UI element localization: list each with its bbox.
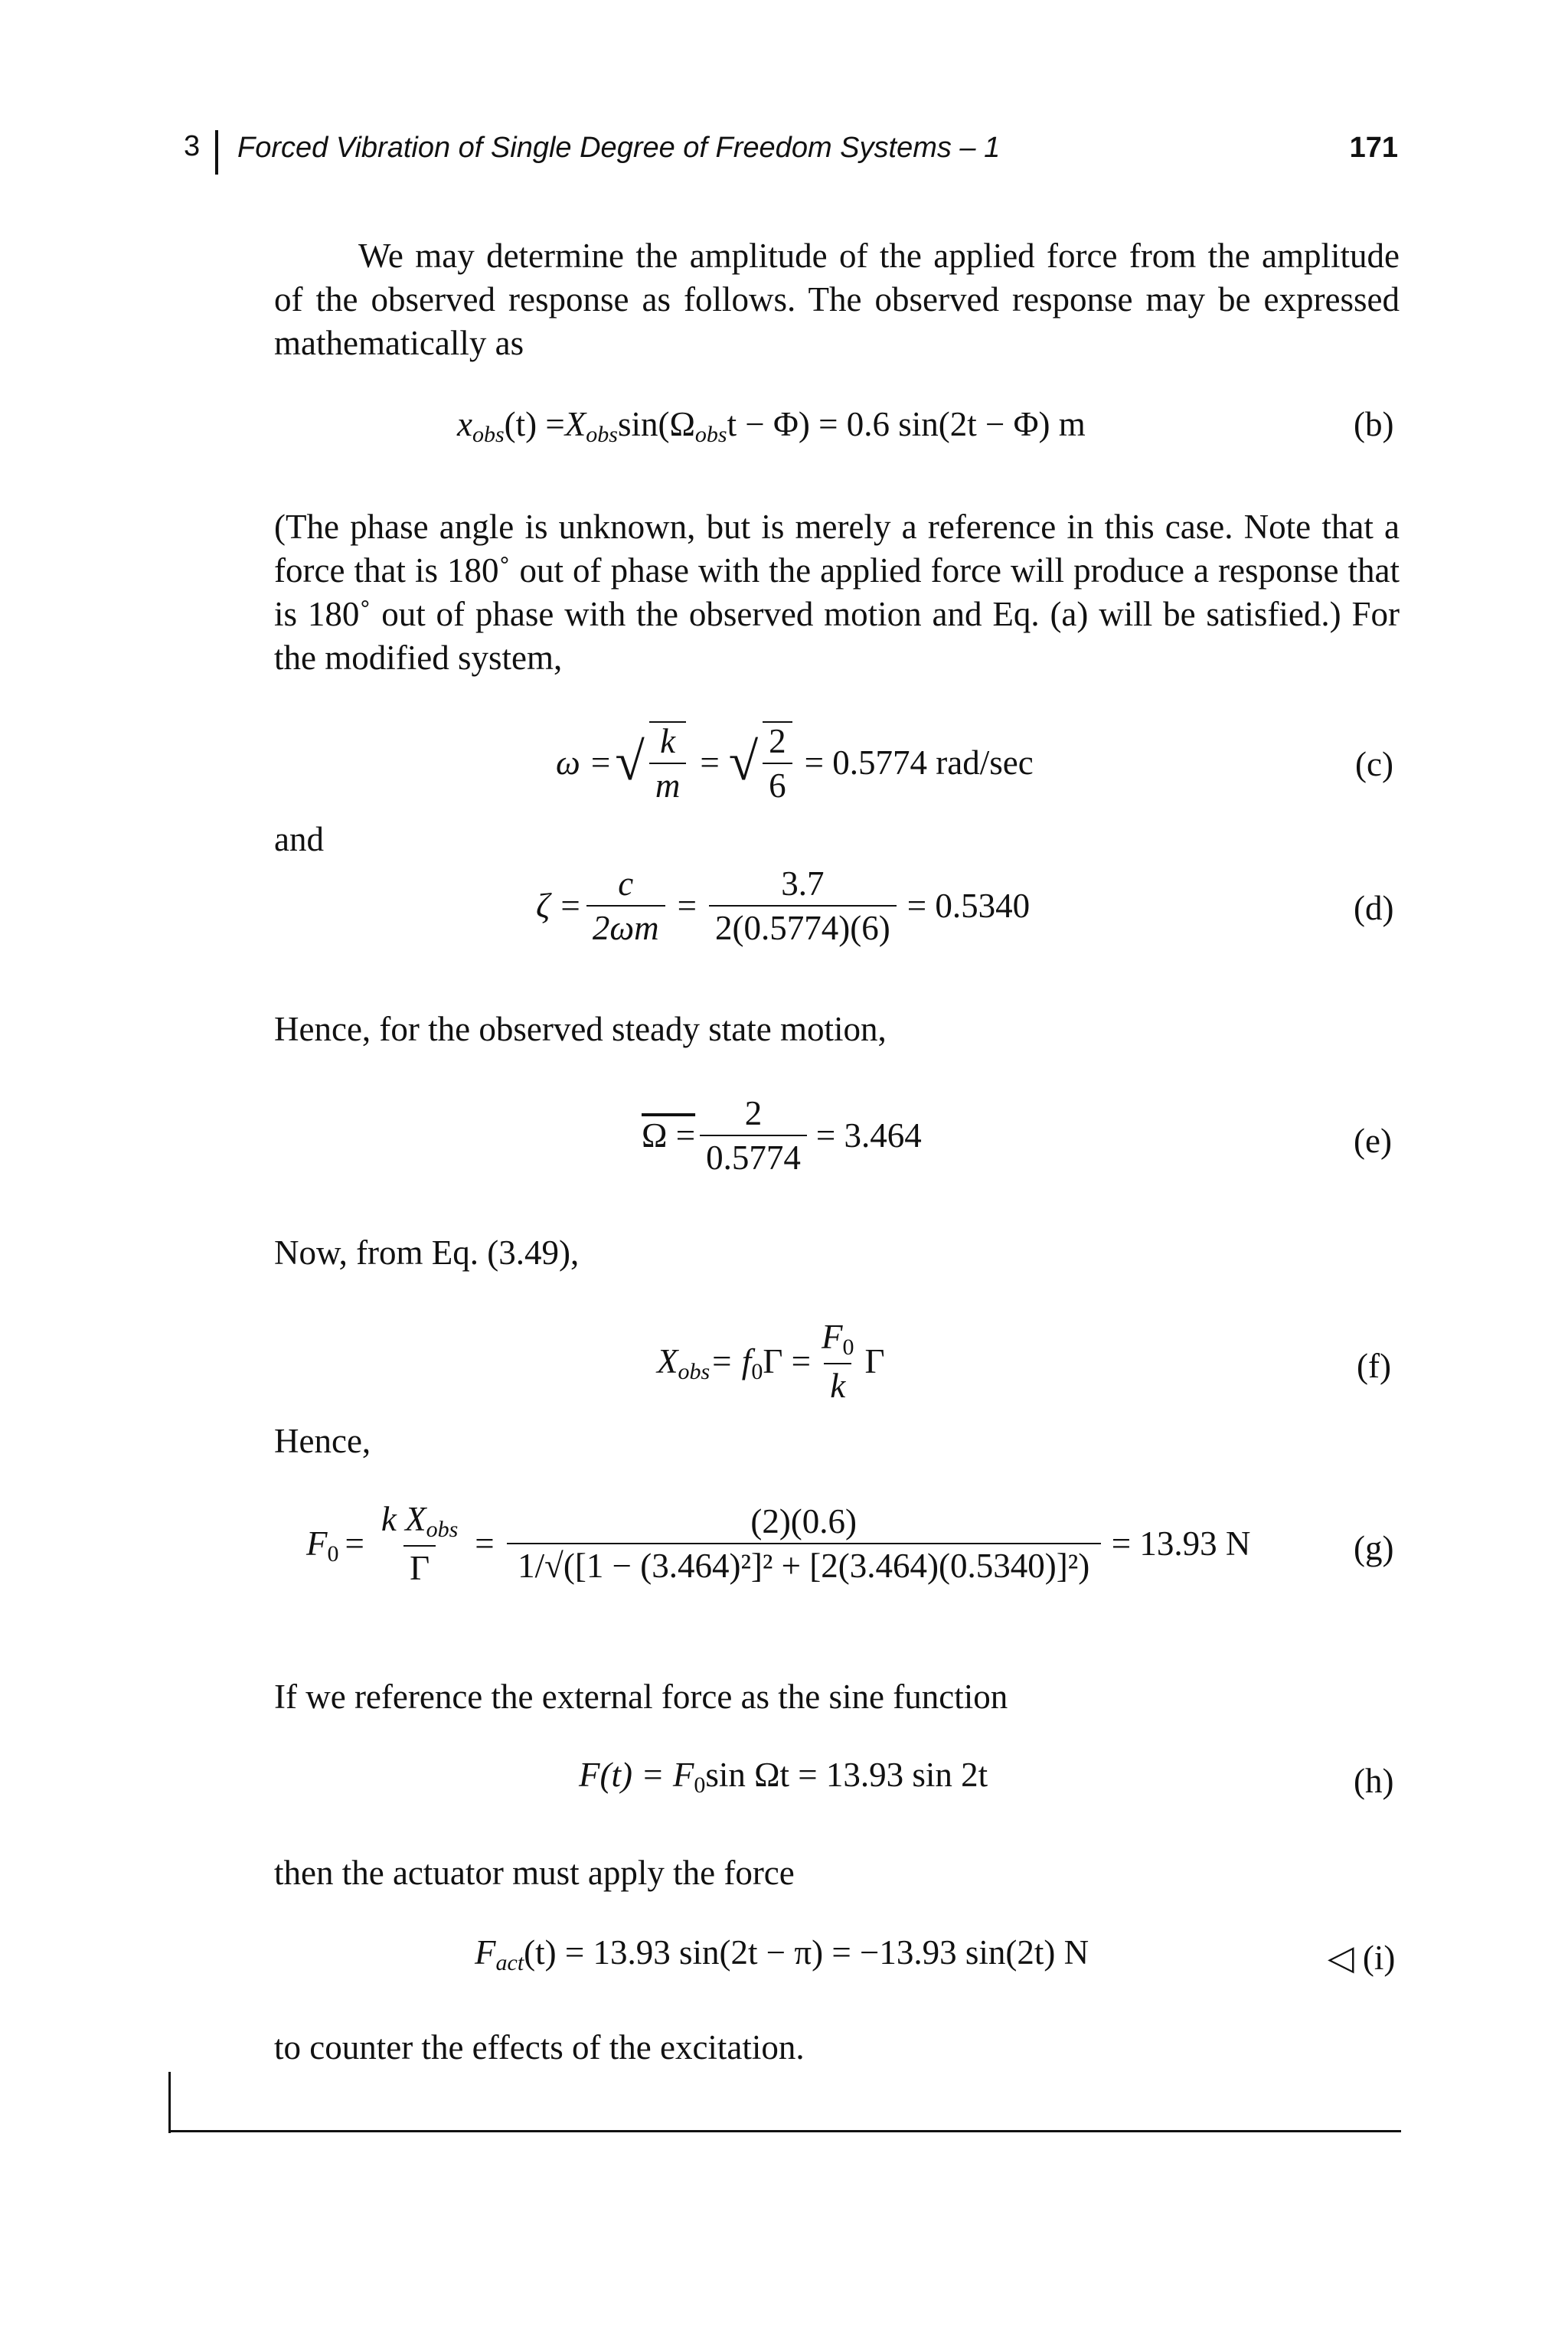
equation-f: X obs = f 0 Γ = $\frac{F0}{k}$ Γ — [657, 1318, 885, 1405]
chapter-title: Forced Vibration of Single Degree of Freedom Systems – 1 — [237, 132, 1001, 164]
equation-g: F 0 = $\frac{\text{k Xobs}}{\Gamma}$ = $\frac{(2)(0.6)}{\text{1/√([1 − (3.464)²]² + [2(3.464)(0.5340)]²)}}$ = 13.93 N — [306, 1500, 1251, 1587]
equation-i: F act (t) = 13.93 sin(2t − π) = −13.93 sin(2t) N — [475, 1933, 1089, 1975]
footer-horizontal-rule — [168, 2130, 1401, 2132]
equation-h: F(t) = F 0 sin Ωt = 13.93 sin 2t — [579, 1756, 988, 1798]
text-hence-steady: Hence, for the observed steady state motion, — [274, 1010, 887, 1048]
chapter-number: 3 — [184, 130, 201, 162]
equation-label-b: (b) — [1354, 405, 1394, 443]
header-divider — [215, 130, 218, 175]
text-hence: Hence, — [274, 1422, 371, 1460]
page-number: 171 — [1349, 132, 1398, 164]
paragraph-intro: We may determine the amplitude of the applied force from the amplitude of the observed response as follows. The observed response may be expressed mathematically as — [274, 237, 1400, 362]
text-and: and — [274, 820, 324, 858]
equation-label-e: (e) — [1354, 1122, 1392, 1160]
text-then-actuator: then the actuator must apply the force — [274, 1854, 795, 1892]
equation-label-g: (g) — [1354, 1529, 1394, 1567]
text-now-from: Now, from Eq. (3.49), — [274, 1233, 580, 1272]
equation-c: ω = √ $\frac{k}{m}$ = √ $\frac{2}{6}$ = 0.5774 rad/sec — [556, 722, 1034, 805]
equation-label-f: (f) — [1357, 1347, 1391, 1385]
equation-label-i: ◁ (i) — [1328, 1939, 1396, 1977]
text-if-we-reference: If we reference the external force as the sine function — [274, 1678, 1008, 1716]
equation-label-d: (d) — [1354, 889, 1394, 927]
equation-d: ζ = $\frac{c}{2\omega m}$ = $\frac{3.7}{2(0.5774)(6)}$ = 0.5340 — [536, 864, 1031, 947]
equation-label-h: (h) — [1354, 1762, 1394, 1800]
equation-label-c: (c) — [1355, 745, 1393, 783]
text-counter-effects: to counter the effects of the excitation. — [274, 2028, 805, 2066]
equation-b: x obs (t) = X obs sin(Ω obs t − Φ) = 0.6 sin(2t − Φ) m — [457, 405, 1086, 447]
footer-vertical-rule — [168, 2072, 171, 2133]
equation-e: Ω = $\frac{2}{0.5774}$ = 3.464 — [642, 1094, 922, 1177]
paragraph-phase-note: (The phase angle is unknown, but is merely a reference in this case. Note that a force that is 180˚ out of phase with the applied force will produce a response that is 180˚ out of phase with the observed motion and Eq. (a) will be satisfied.) For the modified system, — [274, 508, 1400, 677]
